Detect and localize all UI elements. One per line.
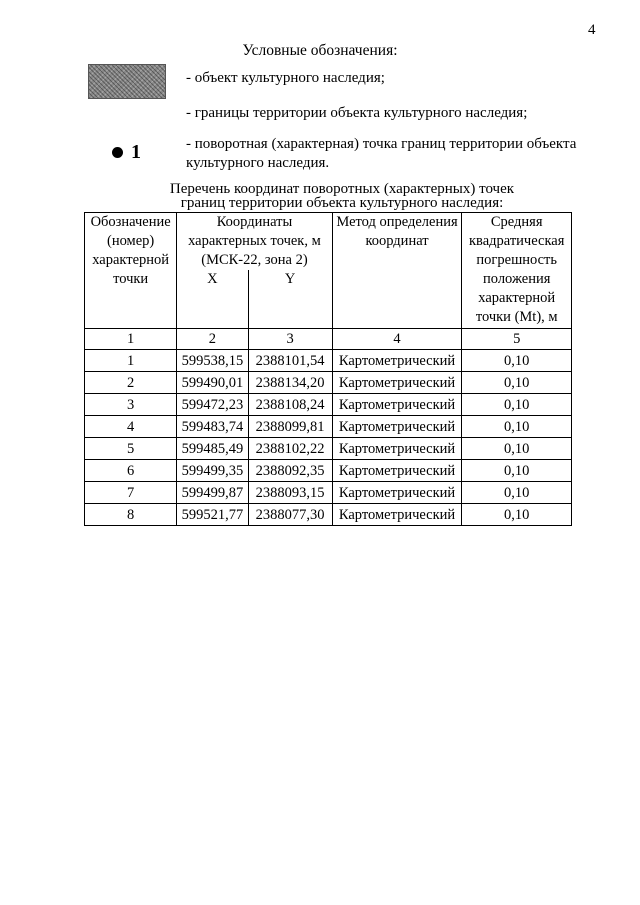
y-cell: 2388093,15 <box>248 482 332 504</box>
y-cell: 2388108,24 <box>248 394 332 416</box>
point-cell: 7 <box>85 482 177 504</box>
point-cell: 6 <box>85 460 177 482</box>
accuracy-cell: 0,10 <box>462 350 572 372</box>
method-cell: Картометрический <box>332 416 462 438</box>
x-cell: 599521,77 <box>177 504 248 526</box>
table-row <box>85 504 572 526</box>
accuracy-cell: 0,10 <box>462 372 572 394</box>
legend-title: Условные обозначения: <box>242 42 398 59</box>
accuracy-cell: 0,10 <box>462 460 572 482</box>
coordinates-table <box>84 212 572 526</box>
y-cell: 2388102,22 <box>248 438 332 460</box>
table-row <box>85 416 572 438</box>
x-cell: 599490,01 <box>177 372 248 394</box>
legend-item-turning-point: - поворотная (характерная) точка границ территории объекта культурного наследия. <box>186 136 577 171</box>
column-number: 5 <box>462 329 572 350</box>
table-row <box>85 350 572 372</box>
x-cell: 599538,15 <box>177 350 248 372</box>
turning-point-dot-icon <box>112 147 123 158</box>
header-y: Y <box>248 270 332 329</box>
table-row <box>85 460 572 482</box>
method-cell: Картометрический <box>332 504 462 526</box>
column-number: 4 <box>332 329 462 350</box>
header-x: X <box>177 270 248 329</box>
column-number: 3 <box>248 329 332 350</box>
y-cell: 2388134,20 <box>248 372 332 394</box>
y-cell: 2388101,54 <box>248 350 332 372</box>
legend-item-heritage-object: - объект культурного наследия; <box>186 70 385 86</box>
method-cell: Картометрический <box>332 372 462 394</box>
table-row <box>85 482 572 504</box>
point-cell: 8 <box>85 504 177 526</box>
x-cell: 599483,74 <box>177 416 248 438</box>
legend-item-territory-boundary: - границы территории объекта культурного наследия; <box>186 105 528 121</box>
accuracy-cell: 0,10 <box>462 482 572 504</box>
y-cell: 2388092,35 <box>248 460 332 482</box>
header-accuracy: Средняя квадратическая погрешность положения характерной точки (Mt), м <box>462 213 572 329</box>
header-method: Метод определения координат <box>332 213 462 329</box>
point-cell: 1 <box>85 350 177 372</box>
method-cell: Картометрический <box>332 460 462 482</box>
y-cell: 2388099,81 <box>248 416 332 438</box>
accuracy-cell: 0,10 <box>462 394 572 416</box>
x-cell: 599499,35 <box>177 460 248 482</box>
column-number: 2 <box>177 329 248 350</box>
point-cell: 4 <box>85 416 177 438</box>
column-number-row <box>85 329 572 350</box>
point-cell: 3 <box>85 394 177 416</box>
table-caption-line-1: Перечень координат поворотных (характерных) точек <box>169 181 515 197</box>
turning-point-number: 1 <box>131 141 141 163</box>
accuracy-cell: 0,10 <box>462 416 572 438</box>
method-cell: Картометрический <box>332 482 462 504</box>
table-row <box>85 372 572 394</box>
column-number: 1 <box>85 329 177 350</box>
turning-point-marker <box>112 141 141 164</box>
x-cell: 599472,23 <box>177 394 248 416</box>
header-coordinates: Координаты характерных точек, м (МСК-22, зона 2) <box>177 213 332 271</box>
table-row <box>85 438 572 460</box>
table-caption-line-2: границ территории объекта культурного наследия: <box>180 195 504 211</box>
accuracy-cell: 0,10 <box>462 438 572 460</box>
page-number: 4 <box>588 22 596 38</box>
heritage-object-swatch <box>88 64 166 99</box>
method-cell: Картометрический <box>332 350 462 372</box>
accuracy-cell: 0,10 <box>462 504 572 526</box>
x-cell: 599499,87 <box>177 482 248 504</box>
header-point-label: Обозначение (номер) характерной точки <box>85 213 177 329</box>
header-row <box>85 213 572 271</box>
point-cell: 2 <box>85 372 177 394</box>
method-cell: Картометрический <box>332 438 462 460</box>
y-cell: 2388077,30 <box>248 504 332 526</box>
point-cell: 5 <box>85 438 177 460</box>
method-cell: Картометрический <box>332 394 462 416</box>
table-caption <box>0 182 640 210</box>
x-cell: 599485,49 <box>177 438 248 460</box>
table-row <box>85 394 572 416</box>
